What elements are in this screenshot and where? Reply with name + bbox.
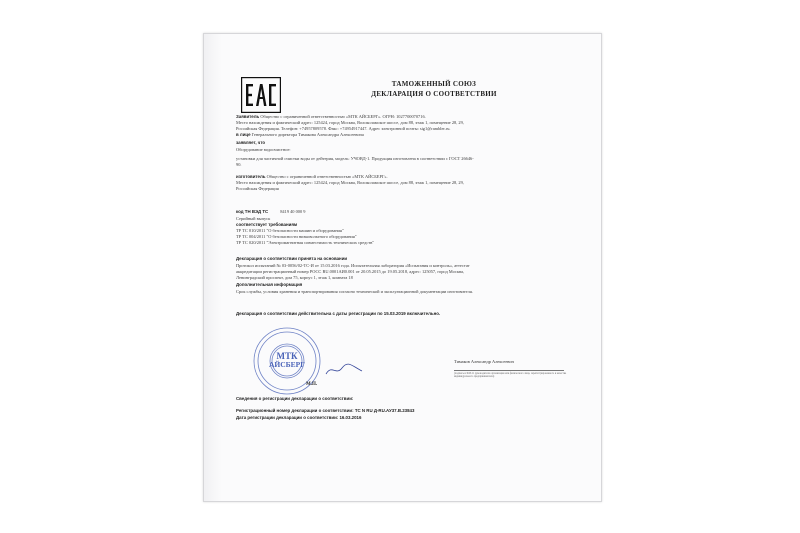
registration-date: Дата регистрации декларации о соответствии: 16.03.2016 [236, 415, 362, 420]
person-text: Генерального директора Тимакова Александра Алексеевича [251, 132, 364, 137]
conforms-label: соответствует требованиям [236, 222, 298, 227]
applicant-address-2: Российская Федерация. Телефон: +74957809578. Факс: +74954917447. Адрес электронной почты: sig1@rambler.ru. [236, 126, 451, 131]
tr-line-1: ТР ТС 010/2011 "О безопасности машин и оборудования" [236, 228, 344, 233]
signer-name: Тимаков Александр Алексеевич [454, 359, 514, 364]
extra-info-text: Срок службы, условия хранения и транспортирования согласно технической и эксплуатационной документации изготовителя. [236, 289, 473, 294]
declaration-document [203, 33, 602, 502]
product-line-2: установки для частичной очистки воды от дейтерия, модель: УЧОВД-1. Продукция изготовлена в соответствии с ГОСТ 26646- [236, 156, 474, 161]
maker-text: Общество с ограниченной ответственностью «МТК АЙСБЕРГ». [266, 174, 388, 179]
basis-line-3: Ленинградский проспект, дом 75, корпус 1, этаж 1, комната 18 [236, 275, 353, 280]
code-line [236, 209, 576, 214]
product-line-1: Оборудование водоочистное: [236, 147, 291, 152]
header-declaration: ДЕКЛАРАЦИЯ О СООТВЕТСТВИИ [371, 90, 497, 98]
tr-line-2: ТР ТС 004/2011 "О безопасности низковольтного оборудования" [236, 234, 357, 239]
basis-label: Декларация о соответствии принята на основании [236, 256, 348, 261]
applicant-label: Заявитель [236, 114, 260, 119]
stamp-text-bottom: АЙСБЕРГ [269, 360, 305, 369]
registration-number: Регистрационный номер декларации о соответствии: ТС N RU Д-RU.АУ37.В.23843 [236, 408, 415, 413]
applicant-line [236, 114, 576, 119]
basis-line-2: аккредитации регистрационный номер РОСС RU.0001АИ0.001 от 20.05.2015 до 19.05.2018, адрес: 125057, город Москва, [236, 269, 465, 274]
signature [324, 362, 364, 378]
person-line [236, 132, 576, 137]
tr-line-3: ТР ТС 020/2011 "Электромагнитная совместимость технических средств" [236, 240, 375, 245]
product-line-3: 90. [236, 162, 242, 167]
applicant-text: Общество с ограниченной ответственностью «МТК АЙСБЕРГ». ОГРН: 1027700070716. [260, 114, 426, 119]
serial-line: Серийный выпуск [236, 216, 271, 221]
stamp-text-top: МТК [276, 351, 298, 361]
declares-label: заявляет, что [236, 140, 266, 145]
header-union: ТАМОЖЕННЫЙ СОЮЗ [391, 80, 477, 88]
signature-rule [454, 370, 564, 371]
code-label: код ТН ВЭД ТС [236, 209, 269, 214]
basis-line-1: Протокол испытаний № 03-0056/02-ТС-И от 15.03.2016 года. Испытательная лаборатория «Испытания и контроль», аттестат [236, 263, 470, 268]
person-label: в лице [236, 132, 251, 137]
mp-label: М.П. [306, 382, 318, 387]
signer-note: (подпись и Ф.И.О. руководителя организации или физического лица, зарегистрированного в качестве индивидуального предпринимателя) [454, 372, 567, 378]
extra-info-label: Дополнительная информация [236, 282, 303, 287]
maker-line [236, 174, 576, 179]
maker-address-2: Российская Федерация [236, 186, 279, 191]
eac-logo [241, 77, 281, 113]
maker-label: изготовитель [236, 174, 266, 179]
validity-line: Декларация о соответствии действительна с даты регистрации по 15.03.2019 включительно. [236, 311, 441, 316]
registration-info-label: Сведения о регистрации декларации о соответствии: [236, 396, 354, 401]
applicant-address-1: Место нахождения и фактический адрес: 125424, город Москва, Волоколамское шоссе, дом 88, этаж 1, помещение 28, 29, [236, 120, 464, 125]
maker-address-1: Место нахождения и фактический адрес: 125424, город Москва, Волоколамское шоссе, дом 88, этаж 1, помещение 28, 29, [236, 180, 464, 185]
code-value: 8419 40 000 9 [280, 209, 306, 214]
